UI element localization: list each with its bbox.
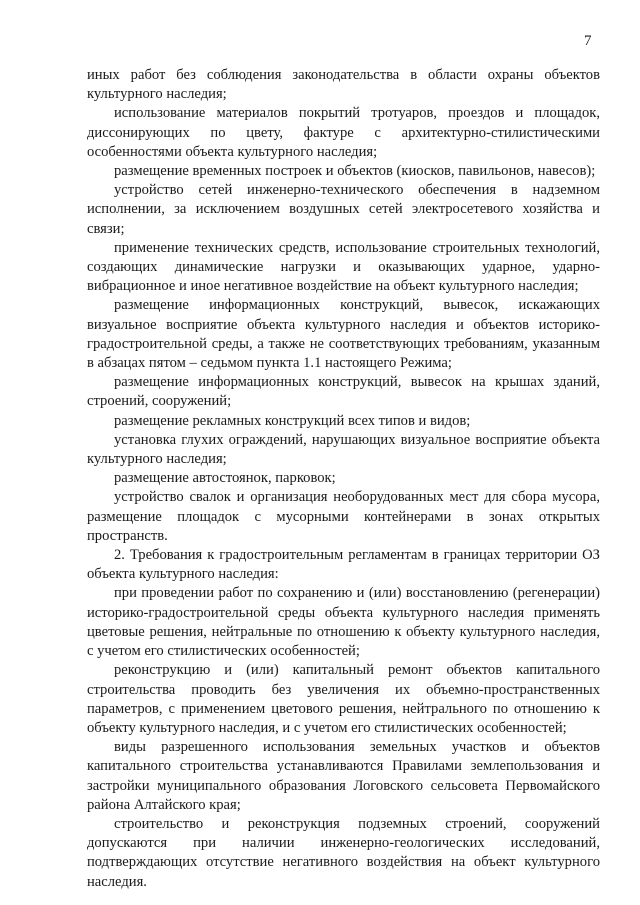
paragraph: 2. Требования к градостроительным регламентам в границах территории ОЗ объекта культурного наследия: [87, 547, 600, 583]
paragraph: при проведении работ по сохранению и (или) восстановлению (регенерации) историко-градостроительной среды объекта культурного наследия применять цветовые решения, нейтральные по отношению к объекту культурного наследия, с учетом его стилистических особенностей; [87, 585, 600, 660]
paragraph: применение технических средств, использование строительных технологий, создающих динамические нагрузки и оказывающих ударное, ударно-вибрационное и иное негативное воздействие на объект культурного наследия; [87, 239, 600, 295]
paragraph: устройство сетей инженерно-технического обеспечения в надземном исполнении, за исключением воздушных сетей электросетевого хозяйства и связи; [87, 182, 600, 237]
paragraph: виды разрешенного использования земельных участков и объектов капитального строительства устанавливаются Правилами землепользования и застройки муниципального образования Логовского сельсовета Первомайского района Алтайского края; [87, 739, 600, 813]
paragraph: размещение временных построек и объектов (киосков, павильонов, навесов); [114, 163, 596, 180]
paragraph: реконструкцию и (или) капитальный ремонт объектов капитального строительства проводить без увеличения их объемно-пространственных параметров, с применением цветового решения, нейтрального по отношению к объекту культурного наследия, и с учетом его стилистических особенностей; [87, 662, 600, 736]
paragraph: размещение автостоянок, парковок; [114, 470, 336, 487]
document-body [87, 66, 600, 892]
paragraph: размещение информационных конструкций, вывесок, искажающих визуальное восприятие объекта культурного наследия и объектов историко-градостроительной среды, а также не соответствующих требованиям, указанным в абзацах пятом – седьмом пункта 1.1 настоящего Режима; [87, 297, 600, 372]
paragraph: иных работ без соблюдения законодательства в области охраны объектов культурного наследия; [87, 67, 600, 103]
paragraph: устройство свалок и организация необорудованных мест для сбора мусора, размещение площадок с мусорными контейнерами в зонах открытых пространств. [87, 489, 600, 544]
paragraph: строительство и реконструкция подземных строений, сооружений допускаются при наличии инженерно-геологических исследований, подтверждающих отсутствие негативного воздействия на объект культурного наследия. [87, 815, 600, 890]
paragraph: размещение рекламных конструкций всех типов и видов; [114, 412, 471, 429]
paragraph: установка глухих ограждений, нарушающих визуальное восприятие объекта культурного наследия; [87, 431, 600, 468]
paragraph: размещение информационных конструкций, вывесок на крышах зданий, строений, сооружений; [87, 374, 600, 410]
paragraph: использование материалов покрытий тротуаров, проездов и площадок, диссонирующих по цвету, фактуре с архитектурно-стилистическими особенностями объекта культурного наследия; [87, 105, 600, 160]
page-number: 7 [584, 33, 592, 49]
